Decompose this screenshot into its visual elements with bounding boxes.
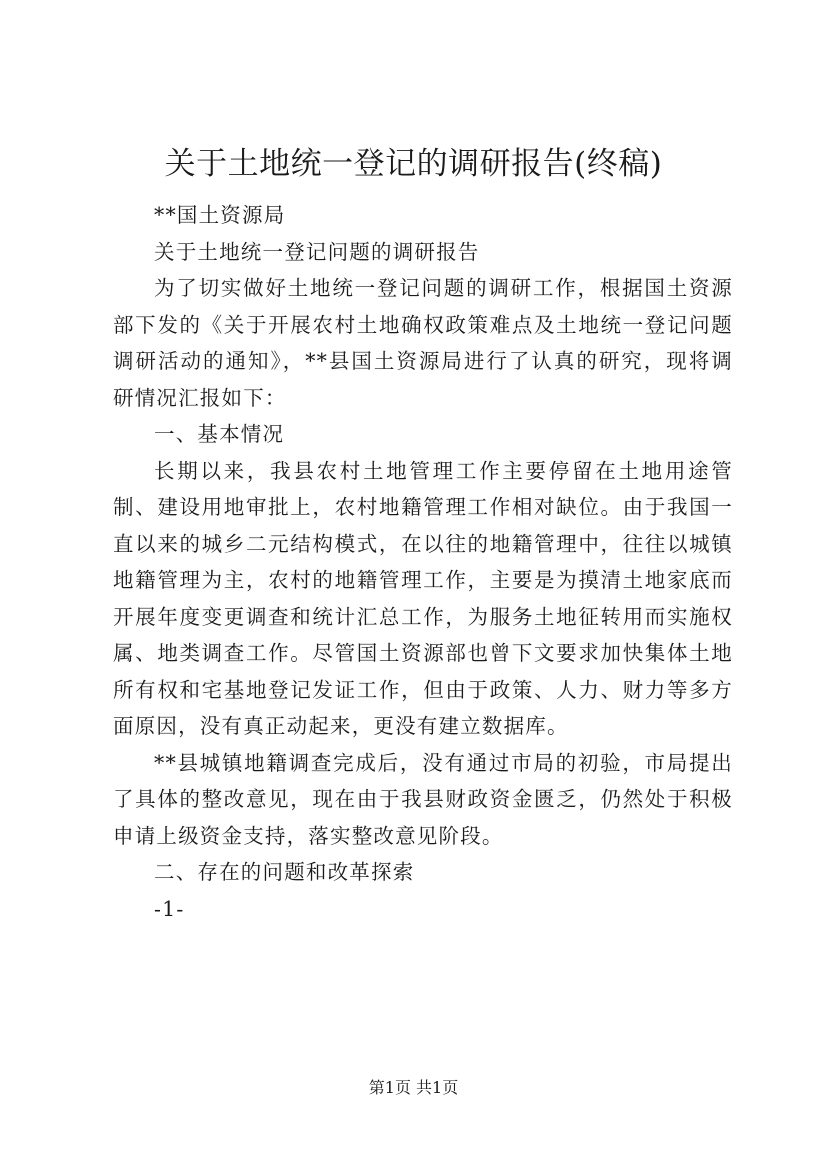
document-title: 关于土地统一登记的调研报告(终稿) xyxy=(164,146,663,182)
paragraph-basic-situation: 长期以来，我县农村土地管理工作主要停留在土地用途管制、建设用地审批上，农村地籍管理工作相对缺位。由于我国一直以来的城乡二元结构模式，在以往的地籍管理中，往往以城镇地籍管理为主，农村的地籍管理工作，主要是为摸清土地家底而开展年度变更调查和统计汇总工作，为服务土地征转用而实施权属、地类调查工作。尽管国土资源部也曾下文要求加快集体土地所有权和宅基地登记发证工作，但由于政策、人力、财力等多方面原因，没有真正动起来，更没有建立数据库。 xyxy=(113,458,733,738)
paragraph-intro: 为了切实做好土地统一登记问题的调研工作，根据国土资源部下发的《关于开展农村土地确权政策难点及土地统一登记问题调研活动的通知》，**县国土资源局进行了认真的研究，现将调研情况汇报如下： xyxy=(113,276,733,410)
paragraph-report-name: 关于土地统一登记问题的调研报告 xyxy=(154,239,480,264)
paragraph-sender: **国土资源局 xyxy=(154,203,286,227)
inline-page-number: -1- xyxy=(154,896,185,921)
heading-basic-situation: 一、基本情况 xyxy=(154,422,285,446)
heading-problems: 二、存在的问题和改革探索 xyxy=(154,860,415,884)
paragraph-town-survey: **县城镇地籍调查完成后，没有通过市局的初验，市局提出了具体的整改意见，现在由于我县财政资金匮乏，仍然处于积极申请上级资金支持，落实整改意见阶段。 xyxy=(113,750,733,848)
page-footer: 第1页 共1页 xyxy=(368,1078,459,1097)
document-body xyxy=(113,197,733,927)
